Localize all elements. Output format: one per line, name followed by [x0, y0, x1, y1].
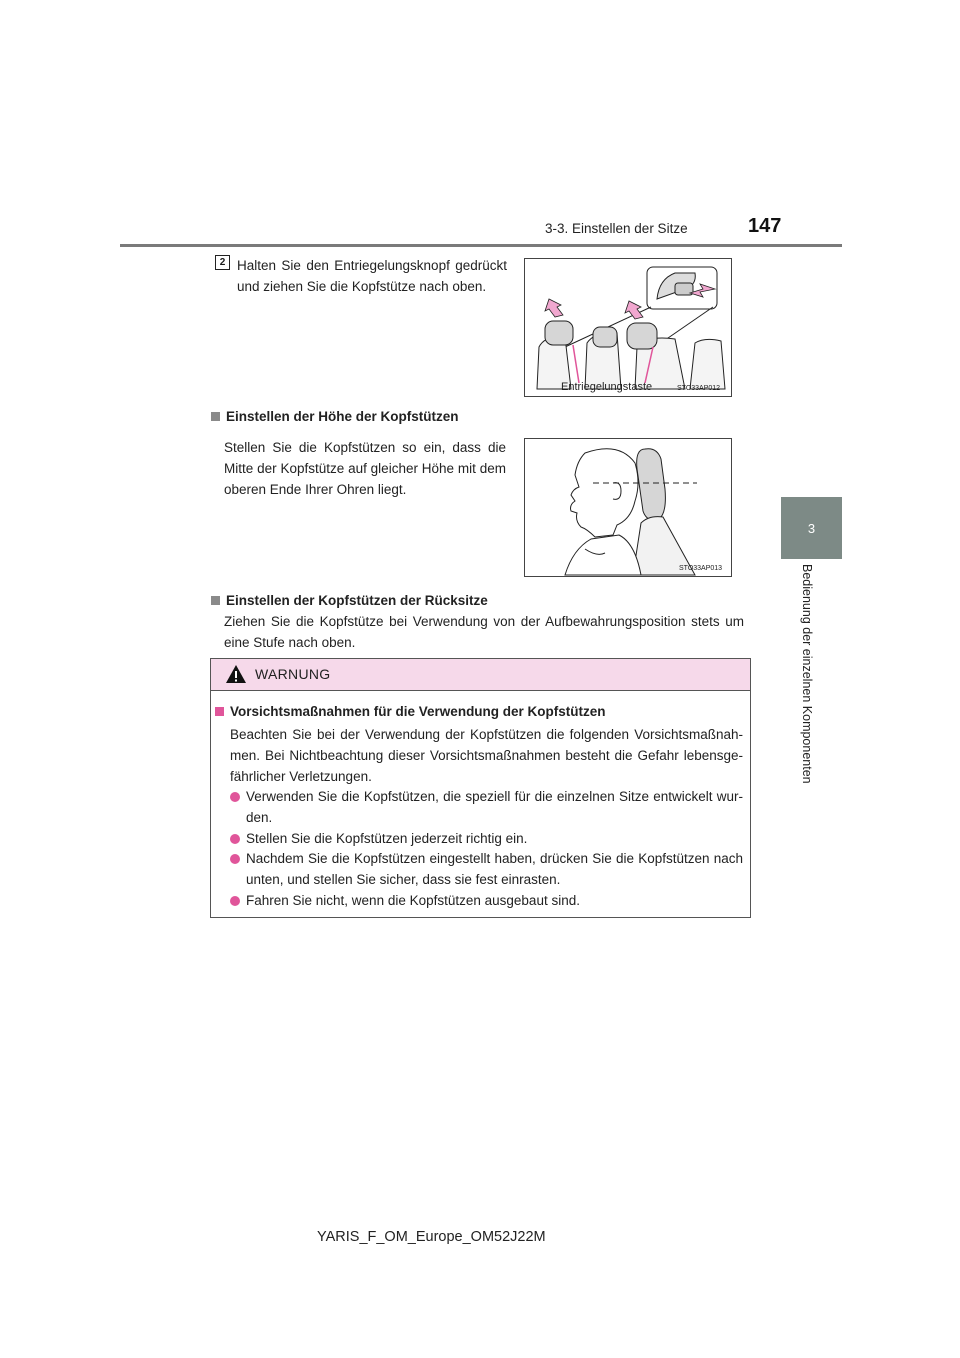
warning-heading-text: Vorsichtsmaßnahmen für die Verwendung der Kopfstützen	[230, 704, 606, 719]
head-height-illustration	[525, 439, 731, 576]
warning-heading-bullet-icon	[215, 707, 224, 716]
pink-dot-icon	[230, 792, 240, 802]
step-badge: 2	[215, 255, 230, 270]
warning-bullet	[230, 848, 743, 890]
step2-text: Halten Sie den Entriegelungsknopf gedrückt und ziehen Sie die Kopfstütze nach oben.	[237, 258, 507, 294]
rear-text: Ziehen Sie die Kopfstütze bei Verwendung von der Aufbewahrungsposition stets um eine Stufe nach oben.	[224, 614, 744, 650]
pink-dot-icon	[230, 896, 240, 906]
section-title: 3-3. Einstellen der Sitze	[545, 221, 688, 236]
warning-bullet-text: Stellen Sie die Kopfstützen jederzeit richtig ein.	[246, 831, 528, 846]
section-bullet-icon	[211, 596, 220, 605]
pink-dot-icon	[230, 854, 240, 864]
rear-heading	[211, 593, 488, 608]
figure-head-height	[524, 438, 732, 577]
height-heading	[211, 409, 459, 424]
warning-title: WARNUNG	[255, 666, 331, 682]
warning-triangle-icon	[225, 664, 247, 684]
warning-bullet	[230, 890, 743, 911]
headrest-release-illustration	[525, 259, 731, 396]
footer-doc-id: YARIS_F_OM_Europe_OM52J22M	[317, 1229, 546, 1245]
height-heading-text: Einstellen der Höhe der Kopfstützen	[226, 409, 459, 424]
warning-bullet-text: Verwenden Sie die Kopfstützen, die speziell für die einzelnen Sitze entwickelt wur-den.	[246, 789, 743, 825]
rear-heading-text: Einstellen der Kopfstützen der Rücksitze	[226, 593, 488, 608]
section-bullet-icon	[211, 412, 220, 421]
warning-header	[211, 659, 750, 691]
figure-code-013: STO33AP013	[679, 565, 723, 572]
warning-heading	[215, 704, 606, 719]
warning-box	[210, 658, 751, 918]
warning-bullet	[230, 786, 743, 828]
chapter-label: Bedienung der einzelnen Komponenten	[800, 564, 814, 784]
chapter-tab: 3	[781, 497, 842, 559]
warning-intro: Beachten Sie bei der Verwendung der Kopfstützen die folgenden Vorsichtsmaßnah-men. Bei Nichtbeachtung dieser Vorsichtsmaßnahmen besteht die Gefahr lebensge-fährlicher Verletzungen.	[230, 727, 743, 784]
pink-dot-icon	[230, 834, 240, 844]
height-text: Stellen Sie die Kopfstützen so ein, dass die Mitte der Kopfstütze auf gleicher Höhe mit dem oberen Ende Ihrer Ohren liegt.	[224, 440, 506, 497]
header-rule	[120, 244, 842, 247]
figure-label-entriegelungstaste: Entriegelungstaste	[561, 381, 653, 393]
warning-bullet	[230, 828, 743, 849]
warning-bullet-text: Nachdem Sie die Kopfstützen eingestellt haben, drücken Sie die Kopfstützen nach unten, und stellen Sie sicher, dass sie fest einrasten.	[246, 851, 743, 887]
figure-code-012: STO33AP012	[677, 385, 721, 392]
figure-headrest-release	[524, 258, 732, 397]
page-number: 147	[748, 215, 782, 237]
warning-bullet-text: Fahren Sie nicht, wenn die Kopfstützen ausgebaut sind.	[246, 893, 580, 908]
